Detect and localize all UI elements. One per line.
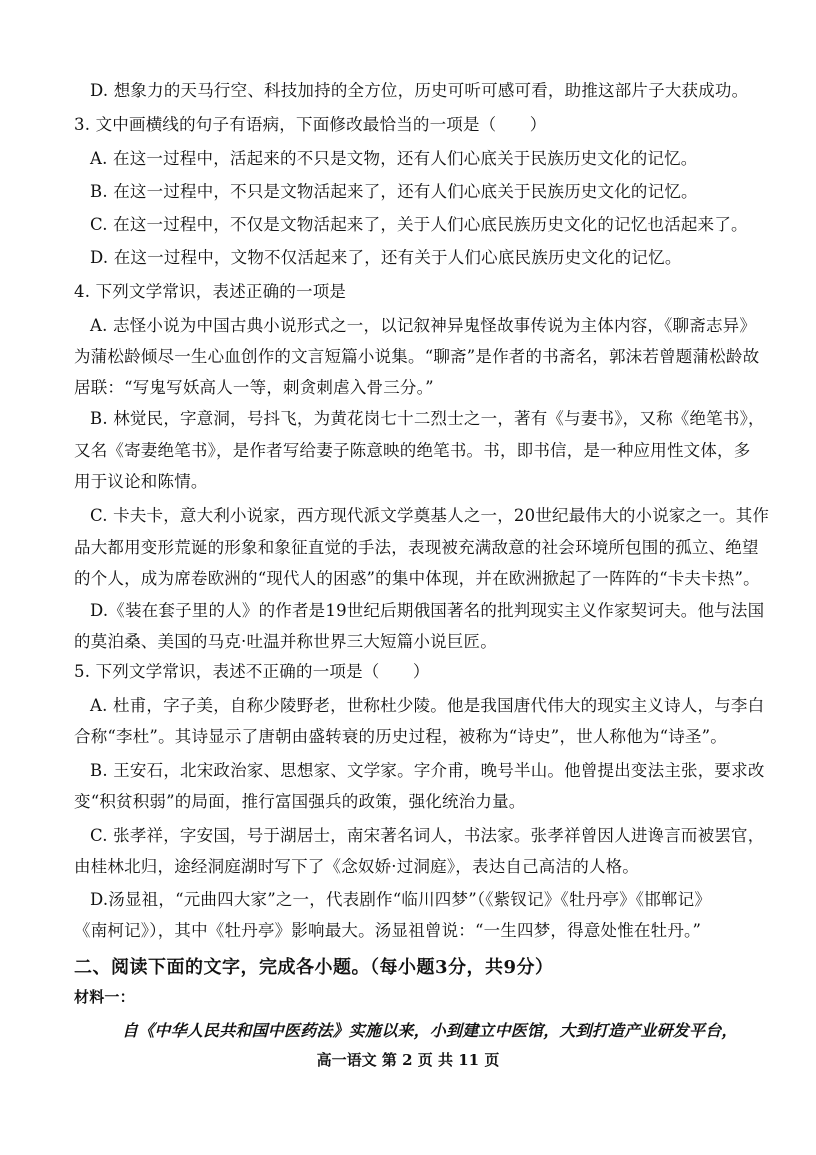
q5-option-b-line-2: 变“积贫积弱”的局面，推行富国强兵的政策，强化统治力量。 — [74, 792, 526, 811]
q4-option-b-line-1: B. 林觉民，字意洞，号抖飞，为黄花岗七十二烈士之一，著有《与妻书》，又称《绝笔书》， — [90, 409, 765, 428]
q5-option-b-line-1: B. 王安石，北宋政治家、思想家、文学家。字介甫，晚号半山。他曾提出变法主张，要求改 — [90, 761, 765, 780]
q4-option-d-line-2: 的莫泊桑、美国的马克·吐温并称世界三大短篇小说巨匠。 — [74, 632, 497, 651]
q5-option-a-line-1: A. 杜甫，字子美，自称少陵野老，世称杜少陵。他是我国唐代伟大的现实主义诗人，与李白 — [90, 696, 765, 715]
q5-option-a-line-2: 合称“李杜”。其诗显示了唐朝由盛转衰的历史过程，被称为“诗史”，世人称他为“诗圣”。 — [74, 727, 728, 746]
q3-option-b: B. 在这一过程中，不只是文物活起来了，还有人们心底关于民族历史文化的记忆。 — [90, 182, 698, 201]
q5-option-c-line-1: C. 张孝祥，字安国，号于湖居士，南宋著名词人，书法家。张孝祥曾因人进谗言而被罢官， — [90, 826, 765, 845]
q4-option-c-line-3: 的个人，成为席卷欧洲的“现代人的困惑”的集中体现，并在欧洲掀起了一阵阵的“卡夫卡热”。 — [74, 569, 760, 588]
q4-option-a-line-1: A. 志怪小说为中国古典小说形式之一，以记叙神异鬼怪故事传说为主体内容，《聊斋志异》 — [90, 316, 757, 335]
q4-option-c-line-1: C. 卡夫卡，意大利小说家，西方现代派文学奠基人之一，20世纪最伟大的小说家之一。其作 — [90, 506, 770, 525]
material-1-first-line: 自《中华人民共和国中医药法》实施以来，小到建立中医馆，大到打造产业研发平台， — [122, 1021, 738, 1040]
q4-option-a-line-2: 为蒲松龄倾尽一生心血创作的文言短篇小说集。“聊斋”是作者的书斋名，郭沫若曾题蒲松龄故 — [74, 347, 760, 366]
q3-option-a: A. 在这一过程中，活起来的不只是文物，还有人们心底关于民族历史文化的记忆。 — [90, 149, 698, 168]
q4-option-b-line-3: 用于议论和陈情。 — [74, 472, 208, 491]
q4-option-b-line-2: 又名《寄妻绝笔书》，是作者写给妻子陈意映的绝笔书。书，即书信，是一种应用性文体，多 — [74, 441, 751, 460]
q3-option-c: C. 在这一过程中，不仅是文物活起来了，关于人们心底民族历史文化的记忆也活起来了。 — [90, 215, 748, 234]
q4-option-a-line-3: 居联：“写鬼写妖高人一等，刺贪刺虐入骨三分。” — [74, 378, 434, 397]
question-3-stem: 3. 文中画横线的句子有语病，下面修改最恰当的一项是（ ） — [74, 115, 547, 134]
question-5-stem: 5. 下列文学常识，表述不正确的一项是（ ） — [74, 662, 430, 681]
question-4-stem: 4. 下列文学常识，表述正确的一项是 — [74, 282, 347, 301]
q4-option-c-line-2: 品大都用变形荒诞的形象和象征直觉的手法，表现被充满敌意的社会环境所包围的孤立、绝望 — [74, 538, 759, 557]
q5-option-d-line-2: 《南柯记》），其中《牡丹亭》影响最大。汤显祖曾说：“一生四梦，得意处惟在牡丹。” — [74, 921, 702, 940]
q5-option-d-line-1: D.汤显祖，“元曲四大家”之一，代表剧作“临川四梦”（《紫钗记》《牡丹亭》《邯郸记》 — [90, 890, 712, 909]
q2-option-d-text: D. 想象力的天马行空、科技加持的全方位，历史可听可感可看，助推这部片子大获成功。 — [90, 81, 749, 100]
q5-option-c-line-2: 由桂林北归，途经洞庭湖时写下了《念奴娇·过洞庭》，表达自己高洁的人格。 — [74, 857, 639, 876]
q3-option-d: D. 在这一过程中，文物不仅活起来了，还有关于人们心底民族历史文化的记忆。 — [90, 248, 682, 267]
q4-option-d-line-1: D.《装在套子里的人》的作者是19世纪后期俄国著名的批判现实主义作家契诃夫。他与法国 — [90, 601, 765, 620]
page-footer: 高一语文 第 2 页 共 11 页 — [316, 1051, 500, 1069]
material-1-label: 材料一： — [74, 988, 135, 1006]
section-2-heading: 二、阅读下面的文字，完成各小题。（每小题3分，共9分） — [74, 957, 554, 978]
